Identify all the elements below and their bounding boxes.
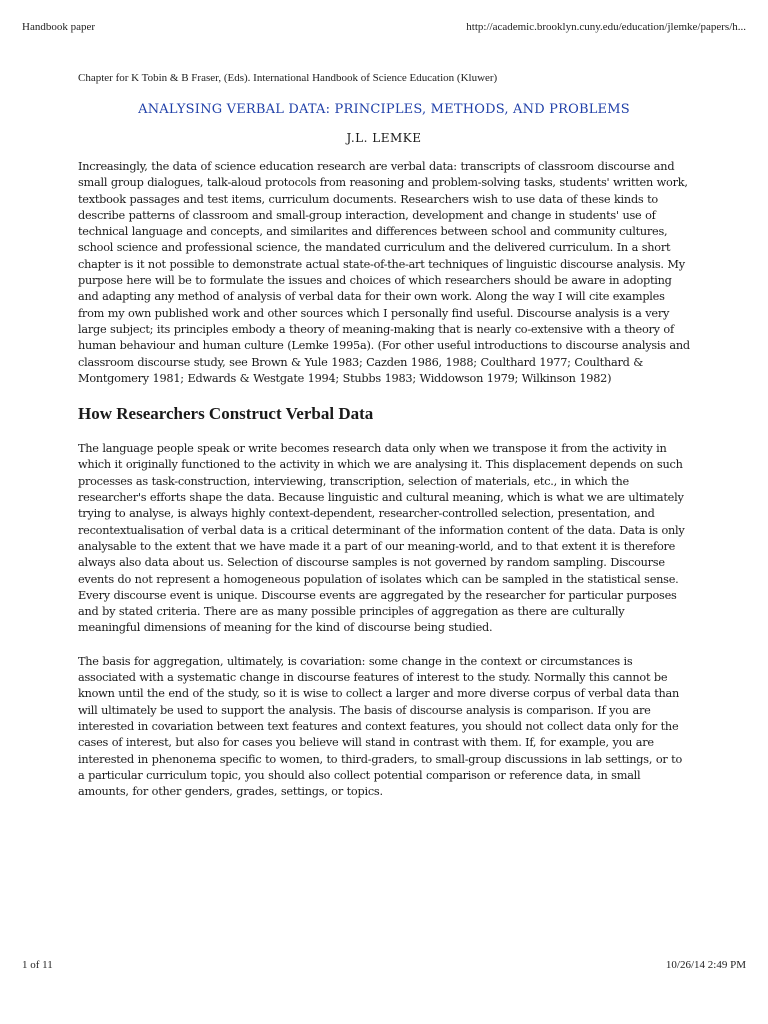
document-body (78, 71, 690, 800)
footer-page-count: 1 of 11 (22, 959, 53, 971)
header-url: http://academic.brooklyn.cuny.edu/education/jlemke/papers/h... (466, 21, 746, 33)
document-title: ANALYSING VERBAL DATA: PRINCIPLES, METHODS, AND PROBLEMS (138, 102, 630, 117)
header-page-title: Handbook paper (22, 21, 96, 33)
document-author: J.L. LEMKE (346, 131, 422, 145)
print-header (22, 21, 746, 33)
section-heading: How Researchers Construct Verbal Data (78, 404, 374, 424)
paragraph-construct: The language people speak or write becomes research data only when we transpose it from the activity in which it originally functioned to the activity in which we are analysing it. This displacement depends on such processes as task-construction, interviewing, transcription, selection of materials, etc., in which the researcher's efforts shape the data. Because linguistic and cultural meaning, which is what we are ultimately trying to analyse, is always highly context-dependent, researcher-controlled selection, presentation, and recontextualisation of verbal data is a critical determinant of the information content of the data. Data is only analysable to the extent that we have made it a part of our meaning-world, and to that extent it is therefore always also data about us. Selection of discourse samples is not governed by random sampling. Discourse events do not represent a homogeneous population of isolates which can be sampled in the statistical sense. Every discourse event is unique. Discourse events are aggregated by the researcher for particular purposes and by stated criteria. There are as many possible principles of aggregation as there are culturally meaningful dimensions of meaning for the kind of discourse being studied. (78, 442, 685, 635)
chapter-citation: Chapter for K Tobin & B Fraser, (Eds). International Handbook of Science Education (Kluwer) (78, 72, 498, 84)
paragraph-intro: Increasingly, the data of science education research are verbal data: transcripts of classroom discourse and small group dialogues, talk-aloud protocols from reasoning and problem-solving tasks, students' written work, textbook passages and test items, curriculum documents. Researchers wish to use data of these kinds to describe patterns of classroom and small-group interaction, development and change in students' use of technical language and concepts, and similarites and differences between school and community cultures, school science and professional science, the mandated curriculum and the delivered curriculum. In a short chapter is it not possible to demonstrate actual state-of-the-art techniques of linguistic discourse analysis. My purpose here will be to formulate the issues and choices of which researchers should be aware in adopting and adapting any method of analysis of verbal data for their own work. Along the way I will cite examples from my own published work and other sources which I personally find useful. Discourse analysis is a very large subject; its principles embody a theory of meaning-making that is nearly co-extensive with a theory of human behaviour and human culture (Lemke 1995a). (For other useful introductions to discourse analysis and classroom discourse study, see Brown & Yule 1983; Cazden 1986, 1988; Coulthard 1977; Coulthard & Montgomery 1981; Edwards & Westgate 1994; Stubbs 1983; Widdowson 1979; Wilkinson 1982) (78, 160, 690, 385)
footer-timestamp: 10/26/14 2:49 PM (665, 959, 746, 971)
paragraph-aggregation: The basis for aggregation, ultimately, is covariation: some change in the context or circumstances is associated with a systematic change in discourse features of interest to the study. Normally this cannot be known until the end of the study, so it is wise to collect a larger and more diverse corpus of verbal data than will ultimately be used to support the analysis. The basis of discourse analysis is comparison. If you are interested in covariation between text features and context features, you should not collect data only for the cases of interest, but also for cases you believe will stand in contrast with them. If, for example, you are interested in phenonema specific to women, to third-graders, to small-group discussions in lab settings, or to a particular curriculum topic, you should also collect potential comparison or reference data, in small amounts, for other genders, grades, settings, or topics. (78, 654, 683, 799)
print-footer (22, 959, 746, 971)
